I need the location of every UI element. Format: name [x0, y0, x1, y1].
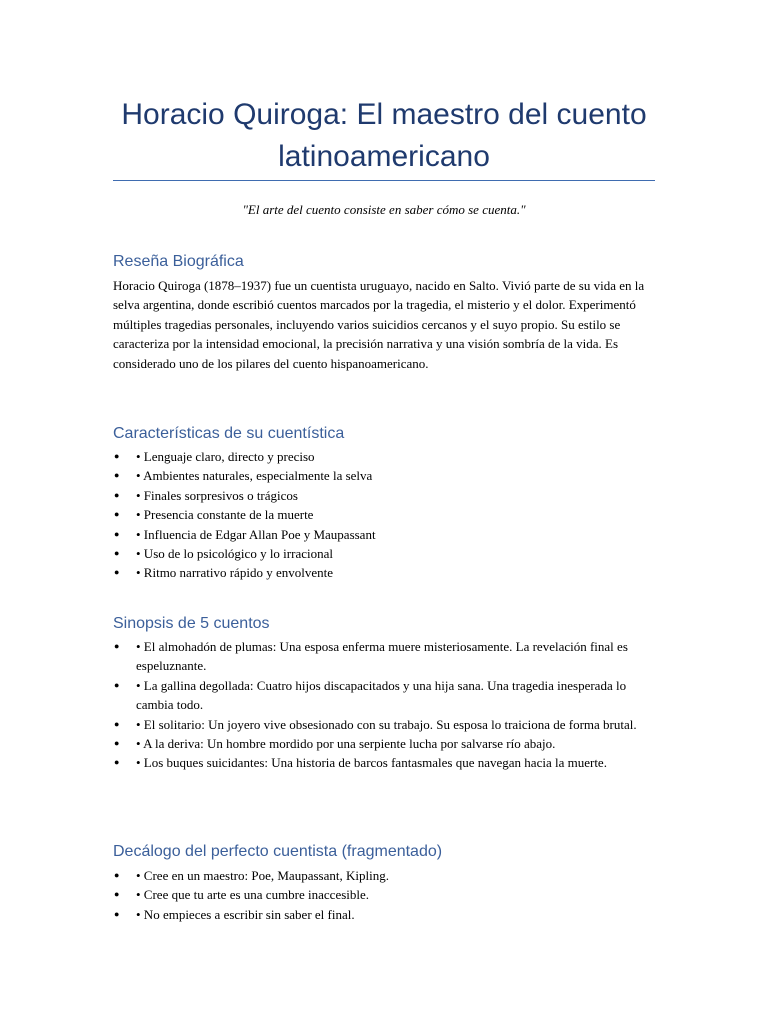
list-item: ● • Ambientes naturales, especialmente la selva	[113, 466, 658, 485]
list-item: ● • Cree que tu arte es una cumbre inaccesible.	[113, 885, 658, 904]
features-list	[113, 447, 658, 583]
list-item: ● • El almohadón de plumas: Una esposa enferma muere misteriosamente. La revelación final es espeluznante.	[113, 637, 658, 676]
list-item: ● • Lenguaje claro, directo y preciso	[113, 447, 658, 466]
heading-decalogue: Decálogo del perfecto cuentista (fragmentado)	[113, 843, 443, 860]
bio-paragraph: Horacio Quiroga (1878–1937) fue un cuentista uruguayo, nacido en Salto. Vivió parte de su vida en la selva argentina, donde escribió cuentos marcados por la tragedia, el misterio y el dolor. Experimentó múltiples tragedias personales, incluyendo varios suicidios cercanos y el suyo propio. Su estilo se caracteriza por la intensidad emocional, la precisión narrativa y una visión sombría de la vida. Es considerado uno de los pilares del cuento hispanoamericano.	[113, 278, 645, 371]
list-item: ● • Finales sorpresivos o trágicos	[113, 486, 658, 505]
stories-list	[113, 637, 658, 773]
list-item: ● • Los buques suicidantes: Una historia de barcos fantasmales que navegan hacia la muerte.	[113, 753, 658, 772]
list-item: ● • A la deriva: Un hombre mordido por una serpiente lucha por salvarse río abajo.	[113, 734, 658, 753]
list-item: ● • El solitario: Un joyero vive obsesionado con su trabajo. Su esposa lo traiciona de forma brutal.	[113, 715, 658, 734]
list-item: ● • Uso de lo psicológico y lo irracional	[113, 544, 658, 563]
list-item: ● • Presencia constante de la muerte	[113, 505, 658, 524]
list-item: ● • No empieces a escribir sin saber el final.	[113, 905, 658, 924]
heading-stories: Sinopsis de 5 cuentos	[113, 615, 270, 632]
epigraph-quote: "El arte del cuento consiste en saber cómo se cuenta."	[242, 202, 526, 217]
heading-features: Características de su cuentística	[113, 425, 345, 442]
list-item: ● • Ritmo narrativo rápido y envolvente	[113, 563, 658, 582]
list-item: ● • La gallina degollada: Cuatro hijos discapacitados y una hija sana. Una tragedia inesperada lo cambia todo.	[113, 676, 658, 715]
document-title: Horacio Quiroga: El maestro del cuento latinoamericano	[121, 98, 647, 173]
list-item: ● • Influencia de Edgar Allan Poe y Maupassant	[113, 525, 658, 544]
decalogue-list	[113, 866, 658, 924]
heading-bio: Reseña Biográfica	[113, 253, 244, 270]
list-item: ● • Cree en un maestro: Poe, Maupassant, Kipling.	[113, 866, 658, 885]
title-divider	[113, 180, 655, 181]
